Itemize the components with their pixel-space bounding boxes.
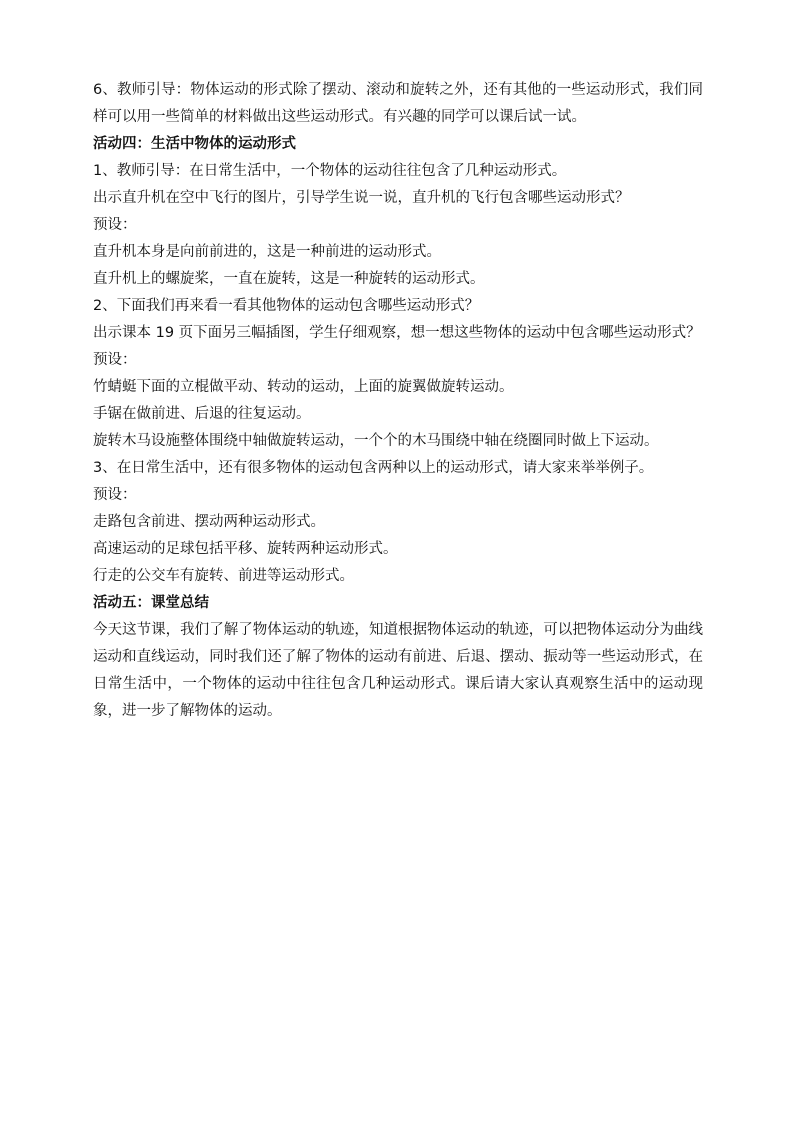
paragraph-preset-label: 预设： [93,487,137,503]
heading-activity-4: 活动四：生活中物体的运动形式 [93,136,296,152]
paragraph-bus: 行走的公交车有旋转、前进等运动形式。 [93,568,354,584]
paragraph-step-2: 2、下面我们再来看一看其他物体的运动包含哪些运动形式？ [93,298,480,314]
paragraph-step-1: 1、教师引导：在日常生活中，一个物体的运动往往包含了几种运动形式。 [93,163,567,179]
paragraph-helicopter-prompt: 出示直升机在空中飞行的图片，引导学生说一说，直升机的飞行包含哪些运动形式？ [93,190,630,206]
paragraph-preset-label: 预设： [93,217,137,233]
paragraph-bamboo-dragonfly: 竹蜻蜓下面的立棍做平动、转动的运动，上面的旋翼做旋转运动。 [93,379,514,395]
paragraph-walking: 走路包含前进、摆动两种运动形式。 [93,514,325,530]
paragraph-step-6: 6、教师引导：物体运动的形式除了摆动、滚动和旋转之外，还有其他的一些运动形式，我们同样可以用一些简单的材料做出这些运动形式。有兴趣的同学可以课后试一试。 [93,82,703,125]
document-body [93,77,703,725]
paragraph-helicopter-forward: 直升机本身是向前前进的，这是一种前进的运动形式。 [93,244,441,260]
paragraph-hand-saw: 手锯在做前进、后退的往复运动。 [93,406,311,422]
paragraph-football: 高速运动的足球包括平移、旋转两种运动形式。 [93,541,398,557]
paragraph-carousel: 旋转木马设施整体围绕中轴做旋转运动，一个个的木马围绕中轴在绕圈同时做上下运动。 [93,433,659,449]
paragraph-textbook-prompt: 出示课本 19 页下面另三幅插图，学生仔细观察，想一想这些物体的运动中包含哪些运动形式？ [93,325,701,341]
heading-activity-5: 活动五：课堂总结 [93,595,209,611]
paragraph-summary: 今天这节课，我们了解了物体运动的轨迹，知道根据物体运动的轨迹，可以把物体运动分为曲线运动和直线运动，同时我们还了解了物体的运动有前进、后退、摆动、振动等一些运动形式，在日常生活中，一个物体的运动中往往包含几种运动形式。课后请大家认真观察生活中的运动现象，进一步了解物体的运动。 [93,622,703,719]
paragraph-preset-label: 预设： [93,352,137,368]
paragraph-step-3: 3、在日常生活中，还有很多物体的运动包含两种以上的运动形式，请大家来举举例子。 [93,460,654,476]
paragraph-helicopter-rotor: 直升机上的螺旋桨，一直在旋转，这是一种旋转的运动形式。 [93,271,485,287]
